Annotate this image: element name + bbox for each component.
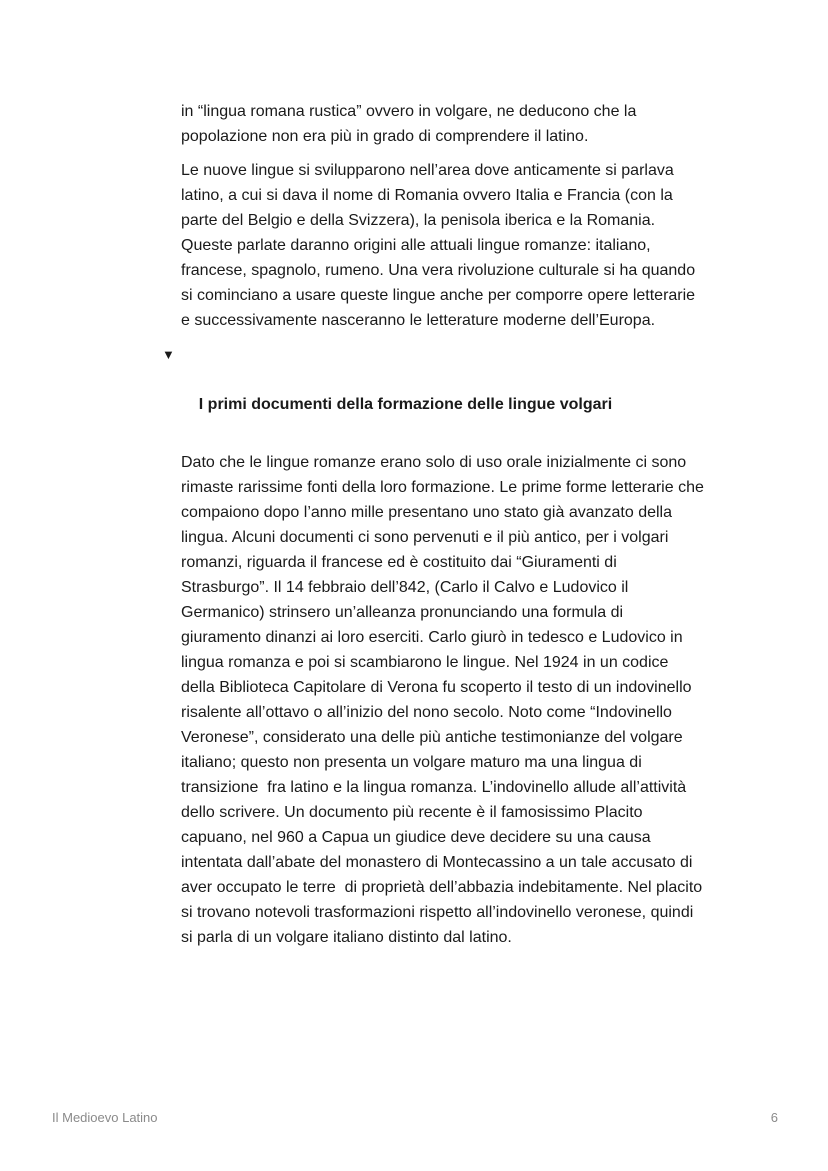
text-line: capuano, nel 960 a Capua un giudice deve decidere su una causa bbox=[181, 829, 651, 846]
paragraph bbox=[181, 99, 751, 149]
document-body bbox=[162, 99, 751, 959]
text-line: si parla di un volgare italiano distinto dal latino. bbox=[181, 929, 512, 946]
text-line: risalente all’ottavo o all’inizio del nono secolo. Noto come “Indovinello bbox=[181, 704, 672, 721]
text-line: compaiono dopo l’anno mille presentano uno stato già avanzato della bbox=[181, 504, 673, 521]
text-line: dello scrivere. Un documento più recente è il famosissimo Placito bbox=[181, 804, 643, 821]
text-line: Queste parlate daranno origini alle attuali lingue romanze: italiano, bbox=[181, 237, 651, 254]
intro-paragraphs bbox=[181, 99, 751, 333]
text-line: giuramento dinanzi ai loro eserciti. Carlo giurò in tedesco e Ludovico in bbox=[181, 629, 683, 646]
text-line: rimaste rarissime fonti della loro formazione. Le prime forme letterarie che bbox=[181, 479, 704, 496]
text-line: della Biblioteca Capitolare di Verona fu scoperto il testo di un indovinello bbox=[181, 679, 692, 696]
text-line: lingua. Alcuni documenti ci sono pervenuti e il più antico, per i volgari bbox=[181, 529, 669, 546]
text-line: intentata dall’abate del monastero di Montecassino a un tale accusato di bbox=[181, 854, 693, 871]
text-line: transizione fra latino e la lingua romanza. L’indovinello allude all’attività bbox=[181, 779, 687, 796]
section-paragraph bbox=[181, 450, 751, 950]
text-line: Germanico) strinsero un’alleanza pronunciando una formula di bbox=[181, 604, 624, 621]
toggle-triangle-icon[interactable]: ▼ bbox=[162, 347, 175, 362]
section-heading[interactable] bbox=[162, 342, 751, 442]
text-line: in “lingua romana rustica” ovvero in volgare, ne deducono che la bbox=[181, 103, 637, 120]
text-line: si cominciano a usare queste lingue anche per comporre opere letterarie bbox=[181, 287, 696, 304]
text-line: Strasburgo”. Il 14 febbraio dell’842, (Carlo il Calvo e Ludovico il bbox=[181, 579, 629, 596]
text-line: si trovano notevoli trasformazioni rispetto all’indovinello veronese, quindi bbox=[181, 904, 694, 921]
text-line: Veronese”, considerato una delle più antiche testimonianze del volgare bbox=[181, 729, 683, 746]
text-line: Le nuove lingue si svilupparono nell’area dove anticamente si parlava bbox=[181, 162, 674, 179]
text-line: popolazione non era più in grado di comprendere il latino. bbox=[181, 128, 589, 145]
text-line: e successivamente nasceranno le letterature moderne dell’Europa. bbox=[181, 312, 656, 329]
paragraph bbox=[181, 158, 751, 333]
text-line: parte del Belgio e della Svizzera), la penisola iberica e la Romania. bbox=[181, 212, 656, 229]
footer-document-title: Il Medioevo Latino bbox=[52, 1110, 158, 1125]
text-line: lingua romanza e poi si scambiarono le lingue. Nel 1924 in un codice bbox=[181, 654, 669, 671]
text-line: francese, spagnolo, rumeno. Una vera rivoluzione culturale si ha quando bbox=[181, 262, 696, 279]
text-line: romanzi, riguarda il francese ed è costituito dai “Giuramenti di bbox=[181, 554, 617, 571]
text-line: aver occupato le terre di proprietà dell’abbazia indebitamente. Nel placito bbox=[181, 879, 703, 896]
text-line: Dato che le lingue romanze erano solo di uso orale inizialmente ci sono bbox=[181, 454, 687, 471]
text-line: italiano; questo non presenta un volgare maturo ma una lingua di bbox=[181, 754, 642, 771]
page-number: 6 bbox=[770, 1110, 778, 1125]
text-line: latino, a cui si dava il nome di Romania ovvero Italia e Francia (con la bbox=[181, 187, 673, 204]
section-title: I primi documenti della formazione delle lingue volgari bbox=[198, 396, 613, 413]
